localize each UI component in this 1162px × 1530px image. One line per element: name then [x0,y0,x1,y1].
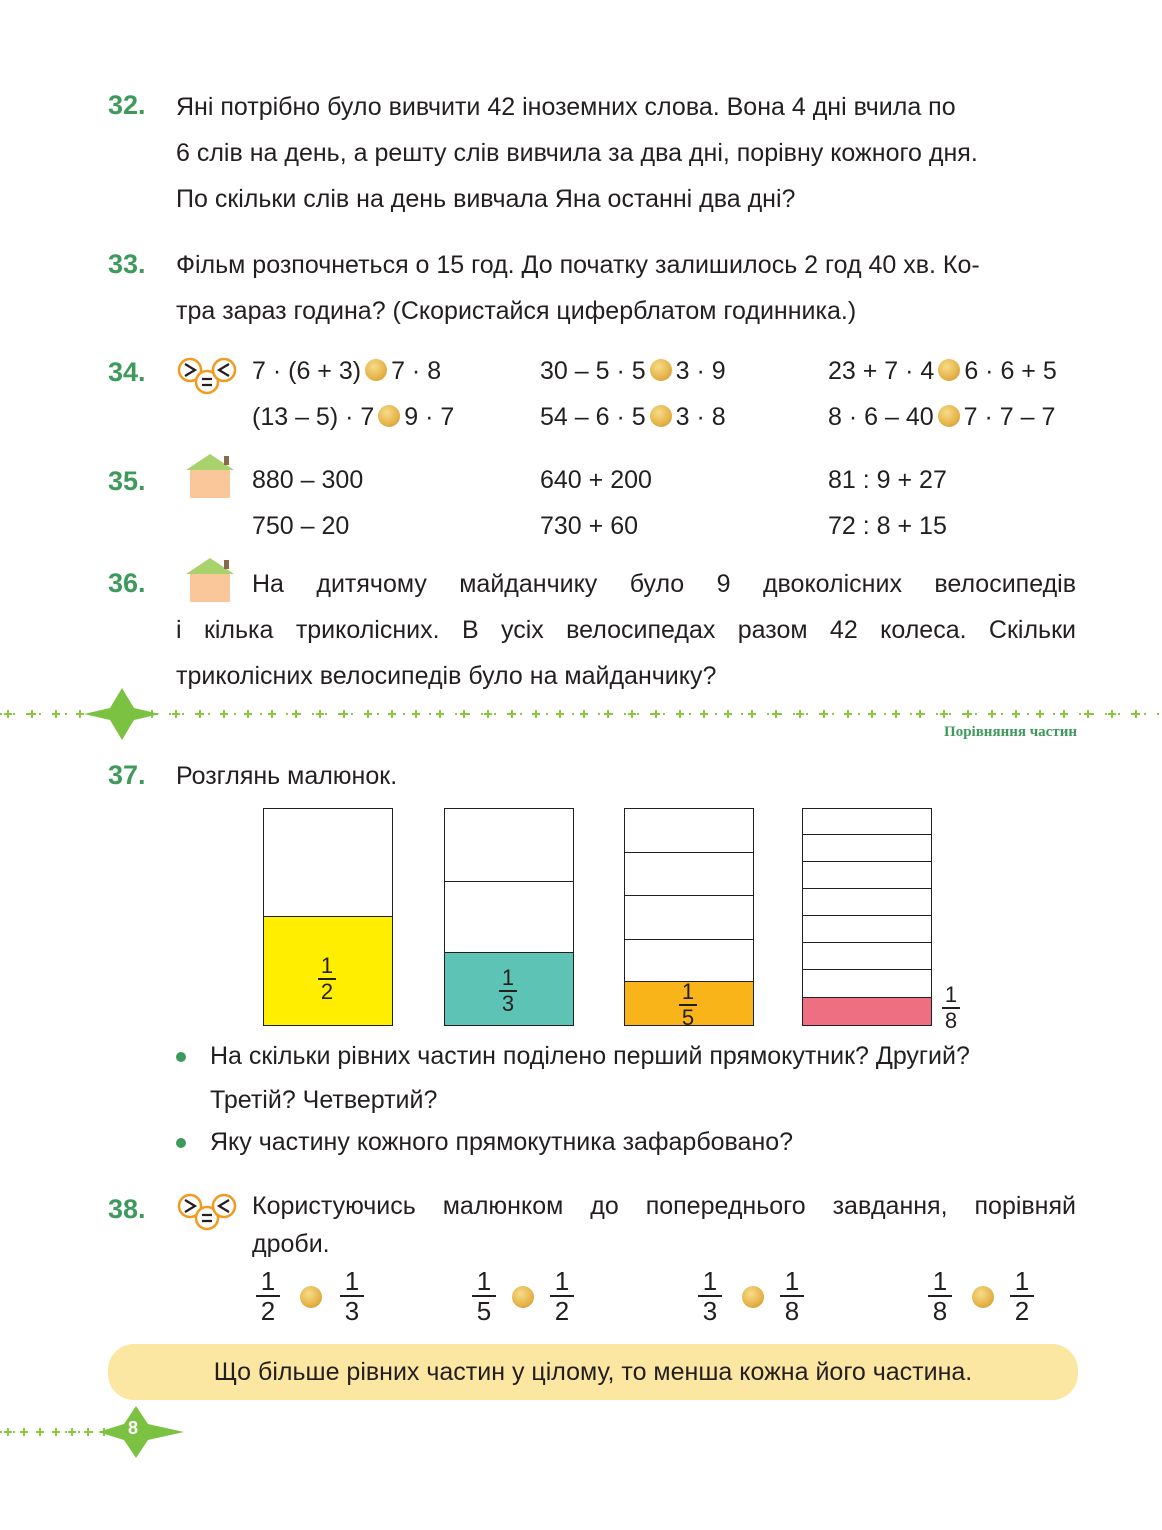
plus-ornament [172,710,180,718]
compare-circle[interactable] [650,405,672,427]
expr-right: 9 · 7 [404,403,455,431]
plus-ornament [652,710,660,718]
expr-left: (13 – 5) · 7 [252,403,375,431]
expr-right: 3 · 8 [675,403,726,431]
fraction-left [256,1268,280,1324]
plus-ornament [388,710,396,718]
expr-left: 54 – 6 · 5 [540,403,646,431]
task-number-37: 37. [108,760,146,790]
task-33-text [176,242,1076,334]
plus-ornament [412,710,420,718]
plus-ornament [220,710,228,718]
fraction-label [679,981,697,1029]
numerator: 1 [344,1266,360,1296]
fraction-rectangle-eighths [802,808,932,1026]
compare-circle[interactable] [512,1286,534,1308]
plus-ornament [676,710,684,718]
plus-ornament [772,710,780,718]
task-number-38: 38. [108,1194,146,1224]
fraction-rectangle-thirds [444,808,574,1026]
section-title: Порівняння частин [944,724,1077,740]
fraction-pair-2 [468,1268,588,1328]
plus-ornament [964,710,972,718]
numerator: 1 [932,1266,948,1296]
plus-ornament [364,710,372,718]
expression-35-6: 72 : 8 + 15 [828,512,947,540]
compare-circle[interactable] [938,359,960,381]
plus-ornament [580,710,588,718]
fraction-rectangle-halves [263,808,393,1026]
expression-35-3: 81 : 9 + 27 [828,466,947,494]
task-33-line-1: Фільм розпочнеться о 15 год. До початку залишилось 2 год 40 хв. Ко- [176,251,980,279]
fraction-pair-1 [252,1268,372,1328]
plus-ornament [436,710,444,718]
denominator: 2 [260,1296,276,1326]
plus-ornament [292,710,300,718]
plus-ornament [724,710,732,718]
compare-circle[interactable] [972,1286,994,1308]
fraction-left [472,1268,496,1324]
bullet-icon [176,1052,186,1062]
plus-ornament [1012,710,1020,718]
denominator: 2 [1014,1296,1030,1326]
plus-ornament [4,1428,12,1436]
fraction-label [499,967,517,1015]
plus-ornament [508,710,516,718]
plus-ornament [988,710,996,718]
expression-35-5: 730 + 60 [540,512,639,540]
task-32-line-1: Яні потрібно було вивчити 42 іноземних слова. Вона 4 дні вчила по [176,93,956,121]
task-37-intro: Розглянь малюнок. [176,762,398,790]
expr-left: 30 – 5 · 5 [540,357,646,385]
bullet-icon [176,1138,186,1148]
plus-ornament [196,710,204,718]
plus-ornament [84,1428,92,1436]
expression-34-1 [252,357,441,386]
numerator: 1 [944,982,958,1007]
plus-ornament [1084,710,1092,718]
denominator: 5 [476,1296,492,1326]
denominator: 3 [702,1296,718,1326]
plus-ornament [892,710,900,718]
task-number-34: 34. [108,357,146,387]
expr-left: 8 · 6 – 40 [828,403,934,431]
task-number-32: 32. [108,90,146,120]
expression-34-6 [828,403,1055,432]
denominator: 8 [932,1296,948,1326]
task-37-question-2: Яку частину кожного прямокутника зафарбовано? [210,1128,794,1156]
plus-ornament [52,710,60,718]
expr-right: 6 · 6 + 5 [964,357,1057,385]
expression-34-2 [540,357,726,386]
plus-ornament [844,710,852,718]
fraction-right [550,1268,574,1324]
task-36-line-3: триколісних велосипедів було на майданчику? [176,662,717,690]
denominator: 2 [320,979,334,1004]
plus-ornament [76,710,84,718]
task-36-line-2: і кілька триколісних. В усіх велосипедах разом 42 колеса. Скільки [176,616,1076,644]
expression-35-1: 880 – 300 [252,466,364,494]
rule-box [108,1344,1078,1400]
task-38-line-1: Користуючись малюнком до попереднього завдання, порівняй [252,1192,1076,1220]
shaded-part [803,997,931,1025]
numerator: 1 [681,979,695,1004]
fraction-rectangle-fifths [624,808,754,1030]
compare-circle[interactable] [938,405,960,427]
plus-ornament [28,710,36,718]
numerator: 1 [784,1266,800,1296]
denominator: 3 [501,991,515,1016]
plus-ornament [36,1428,44,1436]
plus-ornament [268,710,276,718]
plus-ornament [604,710,612,718]
denominator: 8 [784,1296,800,1326]
page-number: 8 [128,1418,139,1438]
denominator: 5 [681,1005,695,1030]
expr-left: 23 + 7 · 4 [828,357,935,385]
plus-ornament [1132,710,1140,718]
fraction-pair-3 [694,1268,814,1328]
plus-ornament [556,710,564,718]
plus-ornament [628,710,636,718]
plus-ornament [1108,710,1116,718]
denominator: 2 [554,1296,570,1326]
denominator: 3 [344,1296,360,1326]
plus-ornament [532,710,540,718]
compare-circle[interactable] [742,1286,764,1308]
compare-circle[interactable] [378,405,400,427]
task-36-line-1 [252,561,1076,607]
plus-ornament [796,710,804,718]
expr-left: 7 · (6 + 3) [252,357,362,385]
rule-text: Що більше рівних частин у цілому, то менша кожна його частина. [213,1357,973,1386]
plus-ornament [940,710,948,718]
house-icon [184,452,236,498]
plus-ornament [340,710,348,718]
compare-signs-icon [176,1192,238,1232]
fraction-right [1010,1268,1034,1324]
task-32-text [176,84,1076,222]
plus-ornament [316,710,324,718]
plus-ornament [244,710,252,718]
plus-ornament [68,1428,76,1436]
task-38-text [252,1187,1076,1263]
plus-ornament [52,1428,60,1436]
task-38-line-2: дроби. [252,1230,330,1258]
compare-signs-icon [176,356,238,396]
plus-ornament [460,710,468,718]
numerator: 1 [501,965,515,990]
task-37-question-1 [210,1034,1076,1122]
expression-35-4: 750 – 20 [252,512,350,540]
numerator: 1 [320,953,334,978]
compare-circle[interactable] [650,359,672,381]
plus-ornament [20,1428,28,1436]
task-36-line-1-text: На дитячому майданчику було 9 двоколісних велосипедів [252,570,1076,598]
question-1-line-1: На скільки рівних частин поділено перший прямокутник? Другий? [210,1042,970,1070]
page-footer-ornament [0,1402,200,1462]
fraction-right [780,1268,804,1324]
fraction-label [318,955,336,1003]
task-number-33: 33. [108,249,146,279]
expression-34-5 [540,403,726,432]
numerator: 1 [260,1266,276,1296]
task-32-line-3: По скільки слів на день вивчала Яна останні два дні? [176,185,796,213]
compare-circle[interactable] [300,1286,322,1308]
numerator: 1 [554,1266,570,1296]
fraction-left [698,1268,722,1324]
expr-right: 3 · 9 [675,357,726,385]
task-32-line-2: 6 слів на день, а решту слів вивчила за два дні, порівну кожного дня. [176,139,978,167]
fraction-label-eighth [942,984,960,1032]
task-33-line-2: тра зараз година? (Скористайся циферблатом годинника.) [176,297,857,325]
house-icon [184,556,236,602]
task-number-36: 36. [108,568,146,598]
fraction-pair-4 [924,1268,1044,1328]
plus-ornament [1036,710,1044,718]
fraction-left [928,1268,952,1324]
plus-ornament [868,710,876,718]
numerator: 1 [476,1266,492,1296]
question-1-line-2: Третій? Четвертий? [210,1086,438,1114]
expression-34-3 [828,357,1057,386]
plus-ornament [484,710,492,718]
plus-ornament [748,710,756,718]
plus-ornament [1060,710,1068,718]
plus-ornament [4,710,12,718]
expr-right: 7 · 7 – 7 [963,403,1056,431]
plus-ornament [820,710,828,718]
compare-circle[interactable] [365,359,387,381]
numerator: 1 [1014,1266,1030,1296]
plus-ornament [700,710,708,718]
denominator: 8 [944,1008,958,1033]
task-number-35: 35. [108,466,146,496]
expression-34-4 [252,403,454,432]
plus-ornament [916,710,924,718]
numerator: 1 [702,1266,718,1296]
expression-35-2: 640 + 200 [540,466,652,494]
fraction-right [340,1268,364,1324]
expr-right: 7 · 8 [391,357,442,385]
